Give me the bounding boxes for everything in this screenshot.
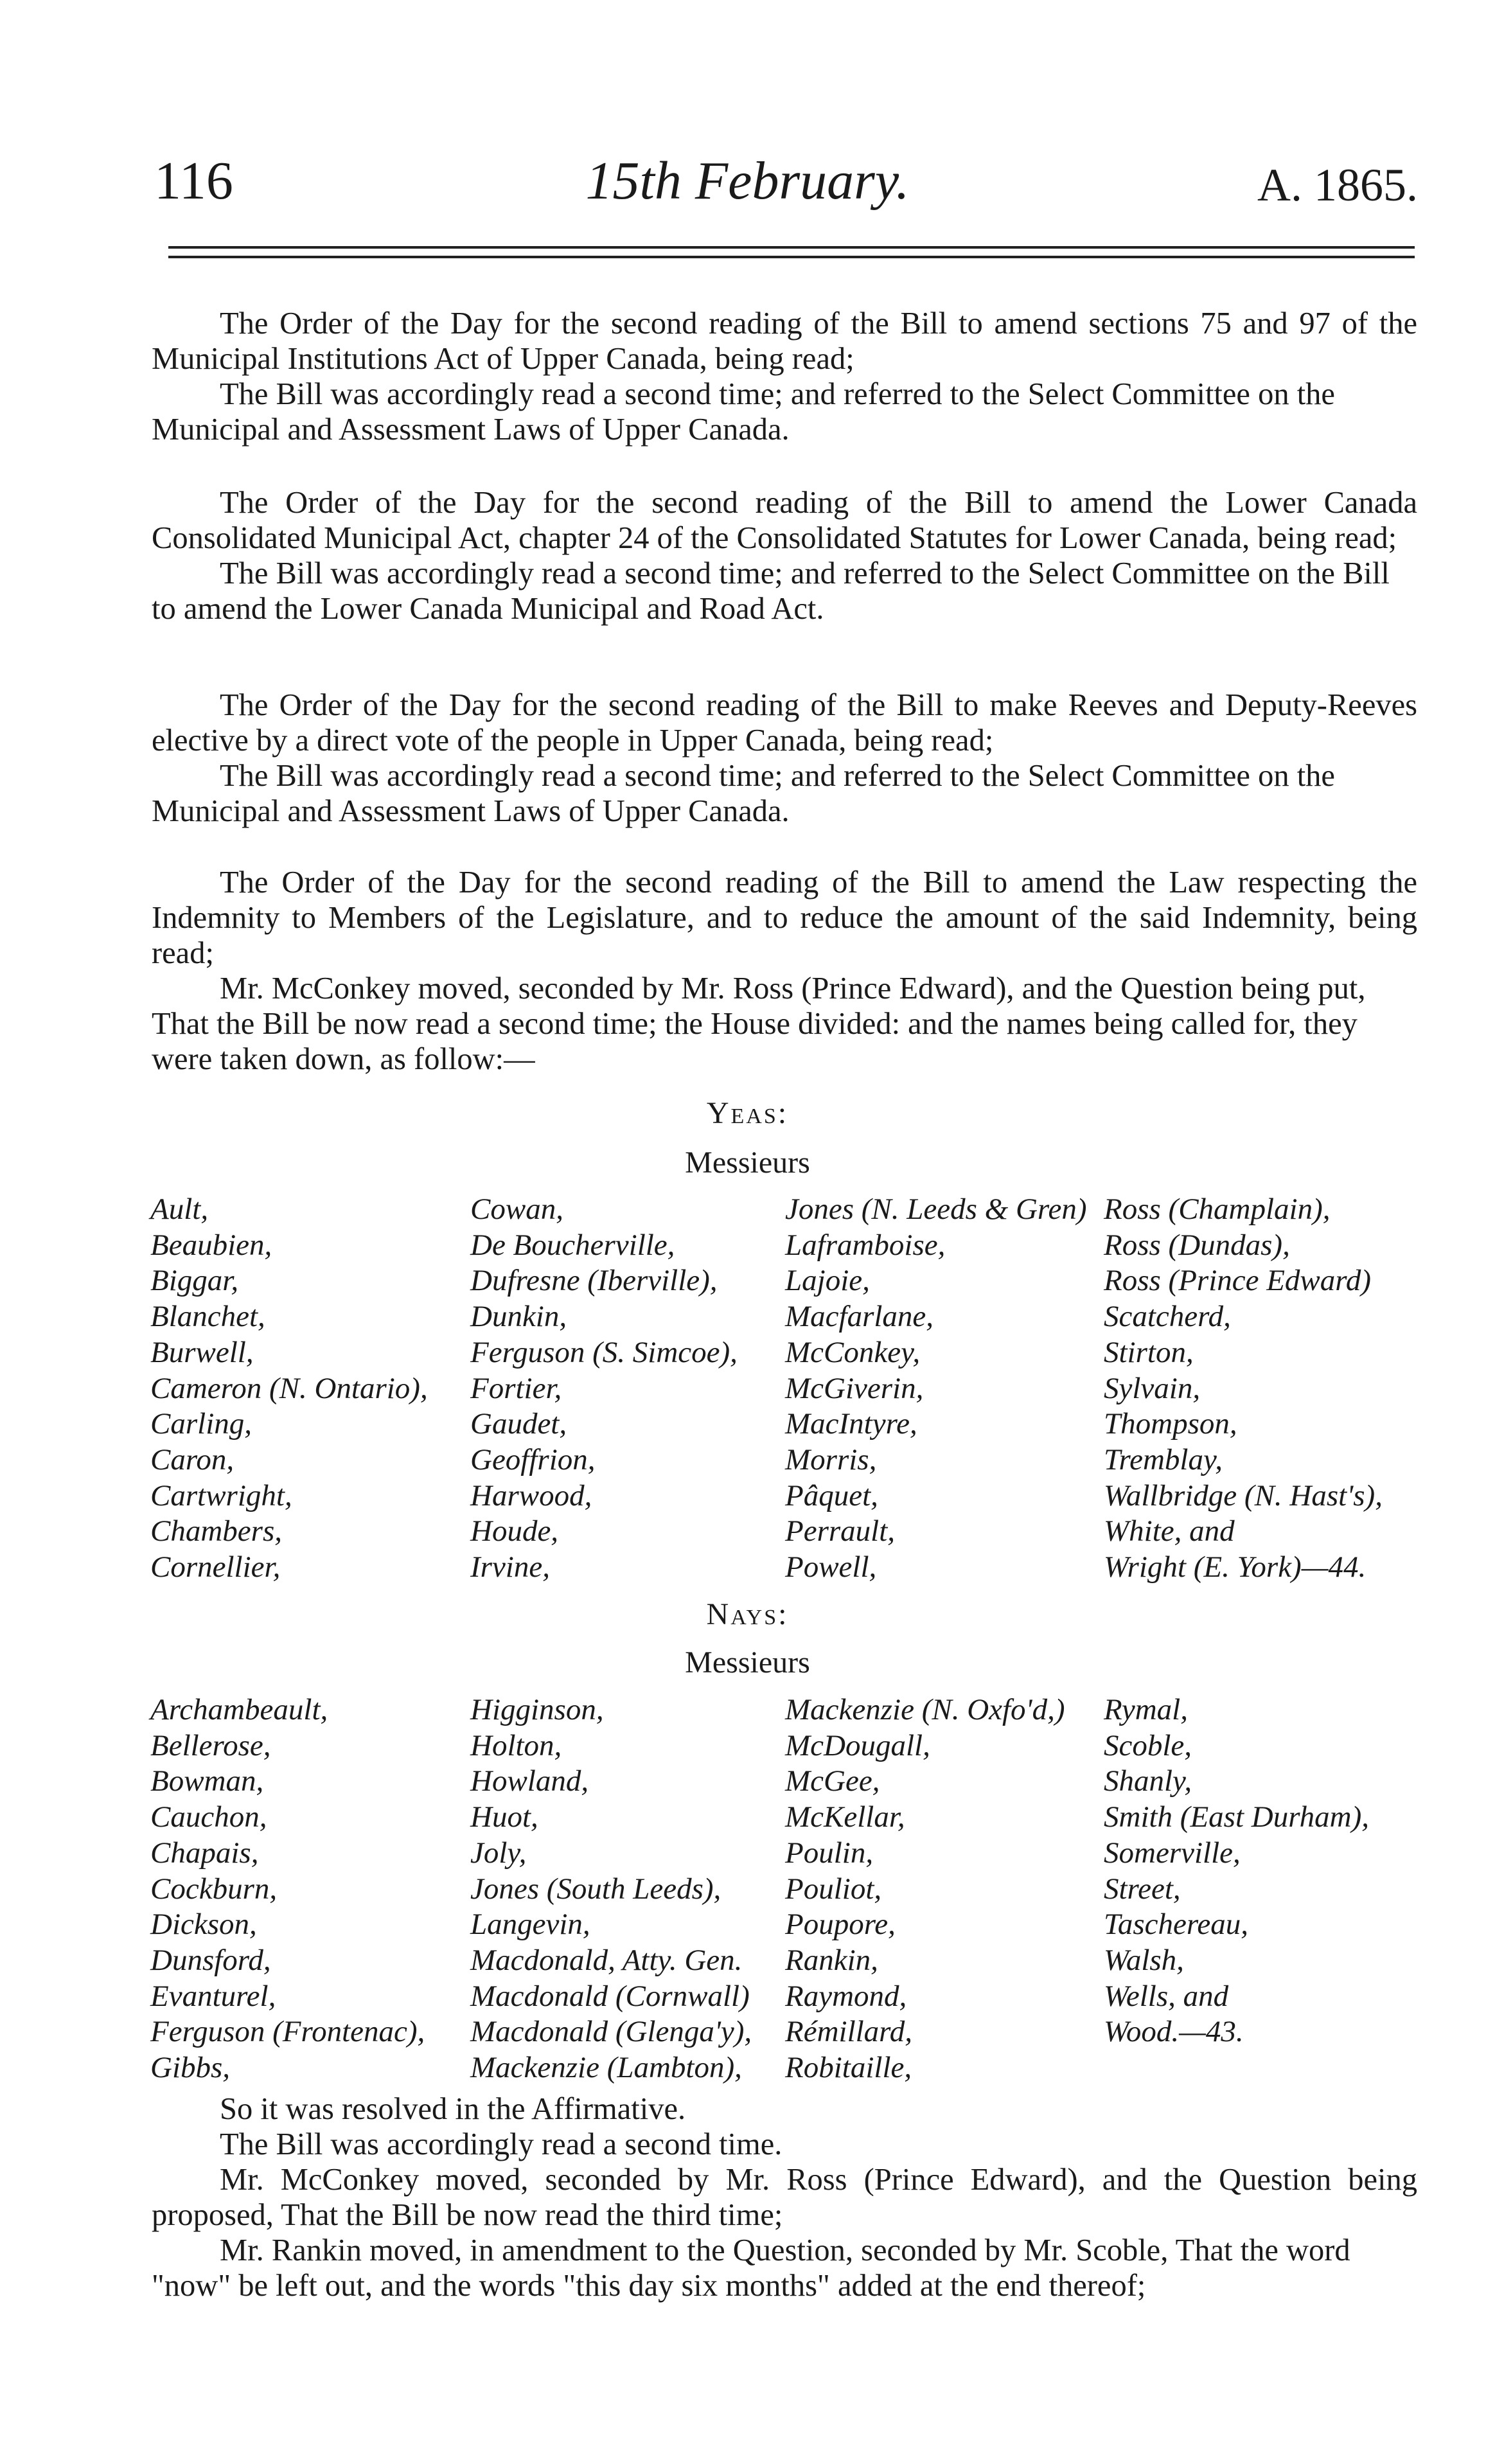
member-name: Higginson, [470, 1693, 604, 1726]
member-name: Ferguson (S. Simcoe), [470, 1335, 738, 1369]
member-name: Cockburn, [150, 1872, 278, 1906]
member-name: Fortier, [470, 1371, 562, 1405]
member-name: Pouliot, [785, 1872, 882, 1906]
header-rule-bottom [168, 256, 1415, 258]
paragraph-text: The Bill was accordingly read a second time; and referred to the Select Committee on the Municipal and Assessment Laws of Upper Canada. [152, 759, 1335, 828]
nays-column-2 [470, 1692, 752, 2086]
member-name: Powell, [785, 1550, 877, 1584]
member-name: Laframboise, [785, 1228, 946, 1262]
paragraph-text: Mr. McConkey moved, seconded by Mr. Ross (Prince Edward), and the Question being proposed, That the Bill be now read the third time; [152, 2163, 1417, 2232]
member-name: Biggar, [150, 1264, 239, 1298]
member-name: Raymond, [785, 1979, 907, 2013]
nays-column-1 [150, 1692, 425, 2086]
member-name: Archambeault, [150, 1693, 328, 1726]
member-name: Poulin, [785, 1836, 874, 1870]
member-name: Houde, [470, 1514, 559, 1548]
member-name: Thompson, [1104, 1407, 1237, 1441]
paragraph-text: Mr. Rankin moved, in amendment to the Question, seconded by Mr. Scoble, That the word "now" be left out, and the words "this day six months" added at the end thereof; [152, 2233, 1350, 2303]
member-name: Harwood, [470, 1478, 592, 1512]
paragraph-text: The Order of the Day for the second reading of the Bill to amend sections 75 and 97 of the Municipal Institutions Act of Upper Canada, being read; [152, 306, 1417, 376]
page-date-heading: 15th February. [585, 151, 910, 211]
member-name: Sylvain, [1104, 1371, 1201, 1405]
member-name: Stirton, [1104, 1335, 1194, 1369]
member-name: McDougall, [785, 1728, 930, 1762]
member-name: Pâquet, [785, 1478, 878, 1512]
member-name: Huot, [470, 1800, 538, 1834]
nays-column-3 [785, 1692, 1065, 2086]
member-name: Macdonald (Glengа'y), [470, 2015, 752, 2049]
paragraph-1 [152, 306, 1417, 447]
yeas-heading: Yeas: [706, 1096, 789, 1130]
member-name: Poupore, [785, 1908, 896, 1942]
member-name: Jones (South Leeds), [470, 1872, 721, 1906]
member-name: Dickson, [150, 1908, 257, 1942]
yeas-column-3 [785, 1192, 1086, 1586]
page-number: 116 [154, 151, 233, 211]
paragraph-text: So it was resolved in the Affirmative. [220, 2092, 686, 2126]
member-name: McConkey, [785, 1335, 921, 1369]
paragraph-text: Mr. McConkey moved, seconded by Mr. Ross (Prince Edward), and the Question being put, That the Bill be now read a second time; the House divided: and the names being called for, they were taken down, as follow:— [152, 971, 1366, 1076]
member-name: McGee, [785, 1764, 880, 1798]
member-name: Bowman, [150, 1764, 264, 1798]
member-name: Shanly, [1104, 1764, 1192, 1798]
member-name: De Boucherville, [470, 1228, 675, 1262]
paragraph-4 [152, 865, 1417, 1077]
member-name: Caron, [150, 1442, 234, 1476]
member-name: Wallbridge (N. Hast's), [1104, 1478, 1383, 1512]
member-name: Chambers, [150, 1514, 282, 1548]
member-name: Cowan, [470, 1192, 563, 1226]
member-name: Taschereau, [1104, 1908, 1248, 1942]
member-name: Jones (N. Leeds & Gren) [785, 1192, 1087, 1226]
member-name: Carling, [150, 1407, 252, 1441]
member-name: Ross (Dundas), [1104, 1228, 1290, 1262]
member-name: Gibbs, [150, 2051, 231, 2085]
member-name: Cameron (N. Ontario), [150, 1371, 428, 1405]
paragraph-text: The Order of the Day for the second reading of the Bill to amend the Law respecting the Indemnity to Members of the Legislature, and to reduce the amount of the said Indemnity, being read; [152, 865, 1417, 970]
member-name: White, and [1104, 1514, 1235, 1548]
member-name: Blanchet, [150, 1300, 265, 1334]
member-name: Ross (Champlain), [1104, 1192, 1331, 1226]
member-name: Scatcherd, [1104, 1300, 1231, 1334]
member-name: Lajoie, [785, 1264, 870, 1298]
member-name: Smith (East Durham), [1104, 1800, 1369, 1834]
member-name: MacIntyre, [785, 1407, 917, 1441]
member-name: Scoble, [1104, 1728, 1192, 1762]
member-name: Wells, and [1104, 1979, 1229, 2013]
member-name: Robitaille, [785, 2051, 912, 2085]
paragraph-3 [152, 687, 1417, 829]
nays-heading: Nays: [706, 1597, 789, 1631]
member-name: Mackenzie (N. Oxfo'd,) [785, 1693, 1065, 1726]
member-name: McGiverin, [785, 1371, 924, 1405]
paragraph-2 [152, 485, 1417, 626]
paragraph-5 [152, 2091, 1417, 2303]
member-name: Walsh, [1104, 1943, 1184, 1977]
member-name: Dunkin, [470, 1300, 567, 1334]
member-name: Ross (Prince Edward) [1104, 1264, 1371, 1298]
member-name: Cauchon, [150, 1800, 267, 1834]
member-name: Rymal, [1104, 1693, 1188, 1726]
member-name: Street, [1104, 1872, 1181, 1906]
member-name: Wright (E. York)—44. [1104, 1550, 1367, 1584]
nays-subheading: Messieurs [685, 1645, 810, 1680]
member-name: Cornellier, [150, 1550, 281, 1584]
yeas-column-2 [470, 1192, 738, 1586]
member-name: Rankin, [785, 1943, 878, 1977]
paragraph-text: The Bill was accordingly read a second time. [220, 2127, 783, 2161]
member-name: Langevin, [470, 1908, 590, 1942]
nays-name-list [150, 1692, 1435, 2091]
member-name: Howland, [470, 1764, 589, 1798]
member-name: McKellar, [785, 1800, 905, 1834]
page-year: A. 1865. [1257, 159, 1418, 211]
member-name: Joly, [470, 1836, 527, 1870]
member-name: Burwell, [150, 1335, 254, 1369]
member-name: Macdonald (Cornwall) [470, 1979, 750, 2013]
member-name: Macfarlane, [785, 1300, 934, 1334]
member-name: Rémillard, [785, 2015, 912, 2049]
yeas-column-4 [1104, 1192, 1383, 1586]
member-name: Chapais, [150, 1836, 259, 1870]
yeas-column-1 [150, 1192, 428, 1586]
member-name: Macdonald, Atty. Gen. [470, 1943, 743, 1977]
member-name: Tremblay, [1104, 1442, 1223, 1476]
member-name: Evanturel, [150, 1979, 276, 2013]
member-name: Somerville, [1104, 1836, 1241, 1870]
member-name: Dufresne (Iberville), [470, 1264, 718, 1298]
member-name: Dunsford, [150, 1943, 271, 1977]
member-name: Geoffrion, [470, 1442, 596, 1476]
member-name: Perrault, [785, 1514, 896, 1548]
member-name: Morris, [785, 1442, 877, 1476]
member-name: Cartwright, [150, 1478, 292, 1512]
member-name: Bellerose, [150, 1728, 271, 1762]
member-name: Holton, [470, 1728, 562, 1762]
member-name: Irvine, [470, 1550, 550, 1584]
member-name: Ault, [150, 1192, 209, 1226]
header-rule-top [168, 246, 1415, 249]
yeas-subheading: Messieurs [685, 1146, 810, 1180]
member-name: Beaubien, [150, 1228, 272, 1262]
yeas-name-list [150, 1192, 1435, 1590]
paragraph-text: The Bill was accordingly read a second time; and referred to the Select Committee on the Bill to amend the Lower Canada Municipal and Road Act. [152, 556, 1390, 626]
member-name: Mackenzie (Lambton), [470, 2051, 742, 2085]
nays-column-4 [1104, 1692, 1369, 2050]
member-name: Wood.—43. [1104, 2015, 1244, 2049]
paragraph-text: The Order of the Day for the second reading of the Bill to amend the Lower Canada Consolidated Municipal Act, chapter 24 of the Consolidated Statutes for Lower Canada, being read; [152, 486, 1417, 555]
paragraph-text: The Order of the Day for the second reading of the Bill to make Reeves and Deputy-Reeves elective by a direct vote of the people in Upper Canada, being read; [152, 688, 1417, 758]
member-name: Gaudet, [470, 1407, 567, 1441]
member-name: Ferguson (Frontenac), [150, 2015, 425, 2049]
paragraph-text: The Bill was accordingly read a second time; and referred to the Select Committee on the Municipal and Assessment Laws of Upper Canada. [152, 377, 1335, 447]
